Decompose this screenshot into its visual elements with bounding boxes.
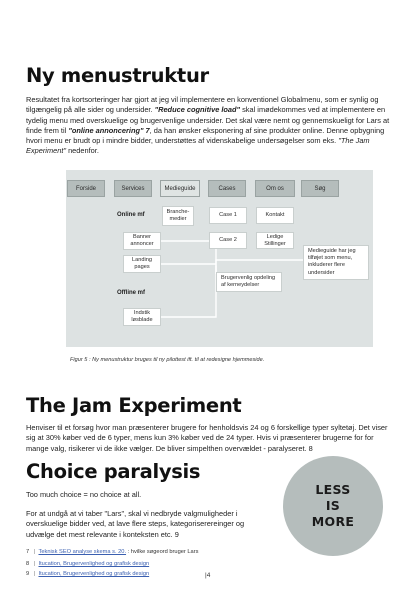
para-text: skal imødekommes ved at implementere en tydelig menu med overskuelige og brugervenlige undersider. Det skal være nemt og gennemskueligt for Lars at finde frem til: [26, 105, 390, 135]
footnote-text: : hvilke søgeord bruger Lars: [127, 549, 199, 555]
nav-cases: Cases: [208, 180, 246, 197]
choice-paragraph: For at undgå at vi taber "Lars", skal vi nedbryde valgmuligheder i overskuelige bidder ved, at lave flere steps, kategoriserereinger og udvælge det mest relevante i konteksten etc. 9: [26, 509, 245, 539]
online-label: Online mf: [117, 212, 145, 218]
circle-word: IS: [325, 498, 341, 513]
note-medieguide: Medieguide har jeg tilføjet som menu, inkluderer flere undersider: [303, 245, 369, 280]
heading-jam-experiment: The Jam Experiment: [26, 394, 242, 417]
heading-ny-menustruktur: Ny menustruktur: [26, 64, 209, 87]
figure-caption: Figur 5 : Ny menustruktur bruges til ny pilottest ift. til at redesigne hjemmeside.: [70, 357, 265, 363]
footnote-divider: |: [34, 549, 36, 555]
jam-paragraph: Henviser til et forsøg hvor man præsenterer brugere for henholdsvis 24 og 6 forskellige typer syltetøj. Det viser sig at 30% køber ved de 6 typer, mens kun 3% køber ved de 24 typer. Hvis vi præsenterer brugerne for for mange valg, risikerer vi de ikke vælger. De bliver simpelthen overvældet - paralyseret. 8: [26, 423, 388, 453]
para-text: Resultatet fra kortsorteringer har gjort at jeg vil implementere en konventionel Globalmenu, som er synlig og tilgængelig på alle sider og undersider.: [26, 95, 379, 115]
heading-choice-paralysis: Choice paralysis: [26, 460, 201, 483]
nav-medieguide: Medieguide: [160, 180, 200, 197]
offline-label: Offline mf: [117, 290, 145, 296]
nav-services: Services: [114, 180, 152, 197]
circle-word: LESS: [315, 482, 351, 497]
footnote-link[interactable]: Teknisk SEO analyse skema s. 20.: [38, 549, 127, 555]
menu-structure-diagram: [66, 170, 373, 347]
case1-box: Case 1: [209, 207, 247, 224]
branchemedier-box: Branche-medier: [162, 206, 194, 226]
choice-line: Too much choice = no choice at all.: [26, 490, 142, 499]
footnote-number: 8: [26, 561, 30, 567]
footnote: [26, 571, 149, 577]
note-user: Brugervenlig opdeling af kerneydelser: [216, 272, 282, 292]
para-emphasis: "Reduce cognitive load": [154, 105, 241, 115]
footnote-number: 9: [26, 571, 30, 577]
landing-box: Landing pages: [123, 255, 161, 273]
intro-paragraph: [26, 95, 396, 157]
para-emphasis: "online annoncering" 7: [68, 125, 150, 135]
footnote-link[interactable]: Itucation, Brugervenlighed og grafisk design: [38, 571, 150, 577]
nav-om-os: Om os: [255, 180, 295, 197]
footnote-divider: |: [34, 571, 36, 577]
circle-word: MORE: [311, 514, 355, 529]
footnote: [26, 561, 149, 567]
para-text: , da han ønsker eksponering af sine produkter online. Denne opbygning hvori menu er brudt op i mindre bidder, understøttes af videnskabelige undersøgelser som eks.: [26, 125, 385, 146]
page-number: |4: [205, 572, 211, 579]
footnote-number: 7: [26, 549, 30, 555]
para-text: nedenfor.: [66, 146, 99, 156]
nav-forside: Forside: [67, 180, 105, 197]
footnote-link[interactable]: Itucation, Brugervenlighed og grafisk design: [38, 561, 150, 567]
case2-box: Case 2: [209, 232, 247, 249]
banner-box: Banner annoncer: [123, 232, 161, 250]
footnote-divider: |: [34, 561, 36, 567]
less-is-more-circle: [283, 456, 383, 556]
ledige-box: Ledige Stillinger: [256, 232, 294, 249]
nav-soeg: Søg: [301, 180, 339, 197]
indstik-box: Indstik løsblade: [123, 308, 161, 326]
para-italic: "The Jam Experiment": [26, 136, 370, 156]
footnote: [26, 549, 198, 555]
kontakt-box: Kontakt: [256, 207, 294, 224]
